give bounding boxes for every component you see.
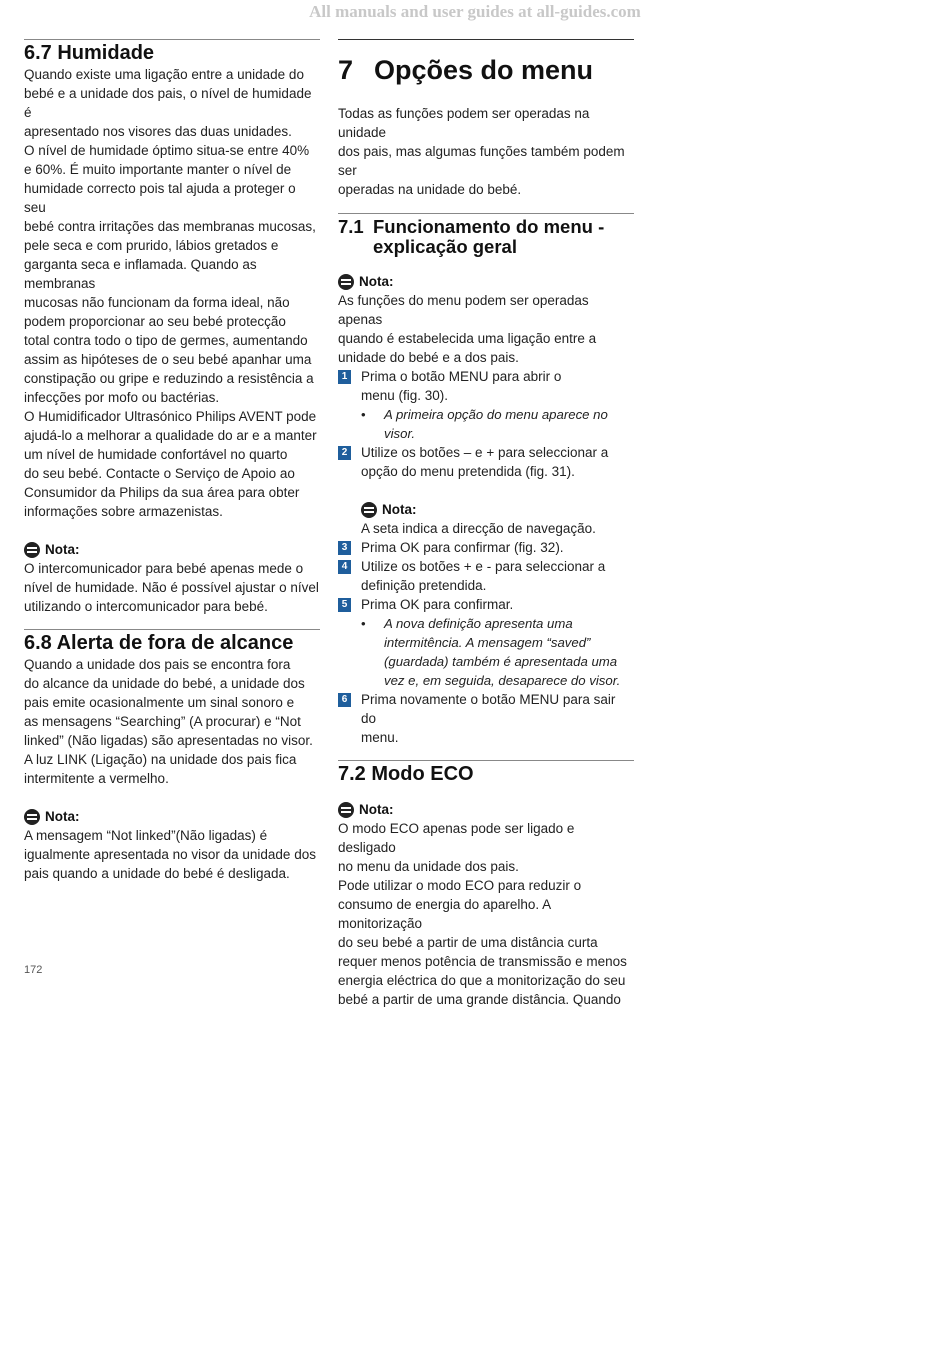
bullet-dot: • (361, 407, 366, 422)
step-text: menu. (361, 730, 399, 745)
body-line: O modo ECO apenas pode ser ligado e desligado (338, 821, 575, 855)
note-heading (338, 272, 634, 291)
body-line: do seu bebé. Contacte o Serviço de Apoio ao (24, 466, 295, 481)
body-line: podem proporcionar ao seu bebé protecção (24, 314, 286, 329)
chapter-heading (338, 40, 634, 104)
note-label: Nota: (45, 809, 80, 824)
step-number-badge: 3 (338, 541, 351, 555)
note-icon (361, 502, 377, 518)
bullet-text: intermitência. A mensagem “saved” (384, 635, 591, 650)
humidade-body (24, 65, 320, 521)
left-column (24, 39, 320, 883)
section-title-line: Funcionamento do menu - (373, 216, 605, 237)
body-line: as mensagens “Searching” (A procurar) e “Not (24, 714, 301, 729)
note-icon (24, 809, 40, 825)
bullet-text: A primeira opção do menu aparece no visor. (384, 407, 608, 441)
bullet-text: (guardada) também é apresentada uma (384, 654, 618, 669)
body-line: unidade do bebé e a dos pais. (338, 350, 519, 365)
body-line: Todas as funções podem ser operadas na unidade (338, 106, 590, 140)
body-line: O Humidificador Ultrasónico Philips AVENT pode (24, 409, 317, 424)
body-line: linked” (Não ligadas) são apresentadas no visor. (24, 733, 313, 748)
body-line: O nível de humidade óptimo situa-se entre 40% (24, 143, 310, 158)
body-line: bebé a partir de uma grande distância. Quando (338, 992, 621, 1007)
step-text: Prima o botão MENU para abrir o (361, 369, 562, 384)
note-heading (338, 800, 634, 819)
body-line: operadas na unidade do bebé. (338, 182, 522, 197)
right-column (338, 39, 634, 1009)
body-line: garganta seca e inflamada. Quando as membranas (24, 257, 257, 291)
note-body (24, 826, 320, 883)
step-number-badge: 1 (338, 370, 351, 384)
step-text: menu (fig. 30). (361, 388, 449, 403)
note-body: A seta indica a direcção de navegação. (361, 521, 596, 536)
body-line: total contra todo o tipo de germes, aumentando (24, 333, 308, 348)
note-label: Nota: (359, 802, 394, 817)
step-text: Utilize os botões + e - para seleccionar a (361, 559, 606, 574)
bullet-text: A nova definição apresenta uma (384, 616, 573, 631)
watermark: All manuals and user guides at all-guides.com (309, 2, 641, 21)
note-body (338, 819, 634, 876)
section-heading-funcionamento (338, 214, 634, 257)
chapter-number: 7 (338, 55, 354, 85)
bullet-dot: • (361, 616, 366, 631)
body-line: no menu da unidade dos pais. (338, 859, 519, 874)
body-line: requer menos potência de transmissão e menos (338, 954, 627, 969)
step-1 (338, 367, 634, 405)
body-line: informações sobre armazenistas. (24, 504, 223, 519)
body-line: A mensagem “Not linked”(Não ligadas) é (24, 828, 268, 843)
body-line: pele seca e com prurido, lábios gretados e (24, 238, 279, 253)
body-line: assim as hipóteses de o seu bebé apanhar uma (24, 352, 312, 367)
chapter-title: Opções do menu (374, 55, 594, 85)
body-line: do seu bebé a partir de uma distância curta (338, 935, 598, 950)
body-line: bebé contra irritações das membranas mucosas, (24, 219, 316, 234)
body-line: constipação ou gripe e reduzindo a resistência a (24, 371, 314, 386)
step-2 (338, 443, 634, 481)
note-icon (338, 274, 354, 290)
body-line: Consumidor da Philips da sua área para obter (24, 485, 300, 500)
bullet-text: vez e, em seguida, desaparece do visor. (384, 673, 621, 688)
step-text: Prima OK para confirmar. (361, 597, 514, 612)
body-line: utilizando o intercomunicador para bebé. (24, 599, 268, 614)
step-text: Prima novamente o botão MENU para sair do (361, 692, 616, 726)
step-5 (338, 595, 634, 614)
section-heading-modo-eco: 7.2 Modo ECO (338, 763, 474, 785)
section-title-line: explicação geral (373, 236, 517, 257)
body-line: do alcance da unidade do bebé, a unidade dos (24, 676, 305, 691)
body-line: Quando a unidade dos pais se encontra fora (24, 657, 291, 672)
body-line: O intercomunicador para bebé apenas mede o (24, 561, 304, 576)
step-number-badge: 6 (338, 693, 351, 707)
body-line: nível de humidade. Não é possível ajustar o nível (24, 580, 319, 595)
body-line: pais emite ocasionalmente um sinal sonoro e (24, 695, 295, 710)
eco-body (338, 876, 634, 1009)
body-line: apresentado nos visores das duas unidades. (24, 124, 292, 139)
body-line: ajudá-lo a melhorar a qualidade do ar e a manter (24, 428, 317, 443)
step-number-badge: 4 (338, 560, 351, 574)
body-line: humidade correcto pois tal ajuda a proteger o seu (24, 181, 296, 215)
body-line: pais quando a unidade do bebé é desligada. (24, 866, 290, 881)
step-text: Prima OK para confirmar (fig. 32). (361, 540, 564, 555)
note-icon (338, 802, 354, 818)
body-line: igualmente apresentada no visor da unidade dos (24, 847, 316, 862)
section-heading-humidade: 6.7 Humidade (24, 42, 155, 64)
note-heading (361, 500, 634, 519)
step-text: opção do menu pretendida (fig. 31). (361, 464, 575, 479)
body-line: bebé e a unidade dos pais, o nível de humidade é (24, 86, 312, 120)
step-number-badge: 5 (338, 598, 351, 612)
note-body (24, 559, 320, 616)
chapter-intro (338, 104, 634, 199)
note-label: Nota: (382, 502, 417, 517)
body-line: Pode utilizar o modo ECO para reduzir o (338, 878, 582, 893)
step-result-bullet (338, 614, 634, 690)
body-line: energia eléctrica do que a monitorização do seu (338, 973, 626, 988)
body-line: infecções por mofo ou bactérias. (24, 390, 220, 405)
body-line: Quando existe uma ligação entre a unidade do (24, 67, 304, 82)
body-line: um nível de humidade confortável no quarto (24, 447, 288, 462)
alerta-body (24, 655, 320, 788)
step-3 (338, 538, 634, 557)
section-number: 7.1 (338, 216, 364, 237)
body-line: quando é estabelecida uma ligação entre a (338, 331, 597, 346)
note-body (338, 291, 634, 367)
note-heading (24, 807, 320, 826)
step-text: definição pretendida. (361, 578, 487, 593)
note-label: Nota: (45, 542, 80, 557)
section-heading-alerta: 6.8 Alerta de fora de alcance (24, 632, 294, 654)
body-line: As funções do menu podem ser operadas apenas (338, 293, 589, 327)
note-label: Nota: (359, 274, 394, 289)
page-number: 172 (24, 964, 43, 976)
step-number-badge: 2 (338, 446, 351, 460)
step-6 (338, 690, 634, 747)
body-line: e 60%. É muito importante manter o nível de (24, 162, 292, 177)
body-line: consumo de energia do aparelho. A monitorização (338, 897, 551, 931)
body-line: A luz LINK (Ligação) na unidade dos pais fica (24, 752, 297, 767)
step-text: Utilize os botões – e + para seleccionar a (361, 445, 609, 460)
body-line: mucosas não funcionam da forma ideal, não (24, 295, 290, 310)
step-result-bullet (338, 405, 634, 443)
body-line: dos pais, mas algumas funções também podem ser (338, 144, 625, 178)
body-line: intermitente a vermelho. (24, 771, 169, 786)
note-icon (24, 542, 40, 558)
step-4 (338, 557, 634, 595)
note-heading (24, 540, 320, 559)
